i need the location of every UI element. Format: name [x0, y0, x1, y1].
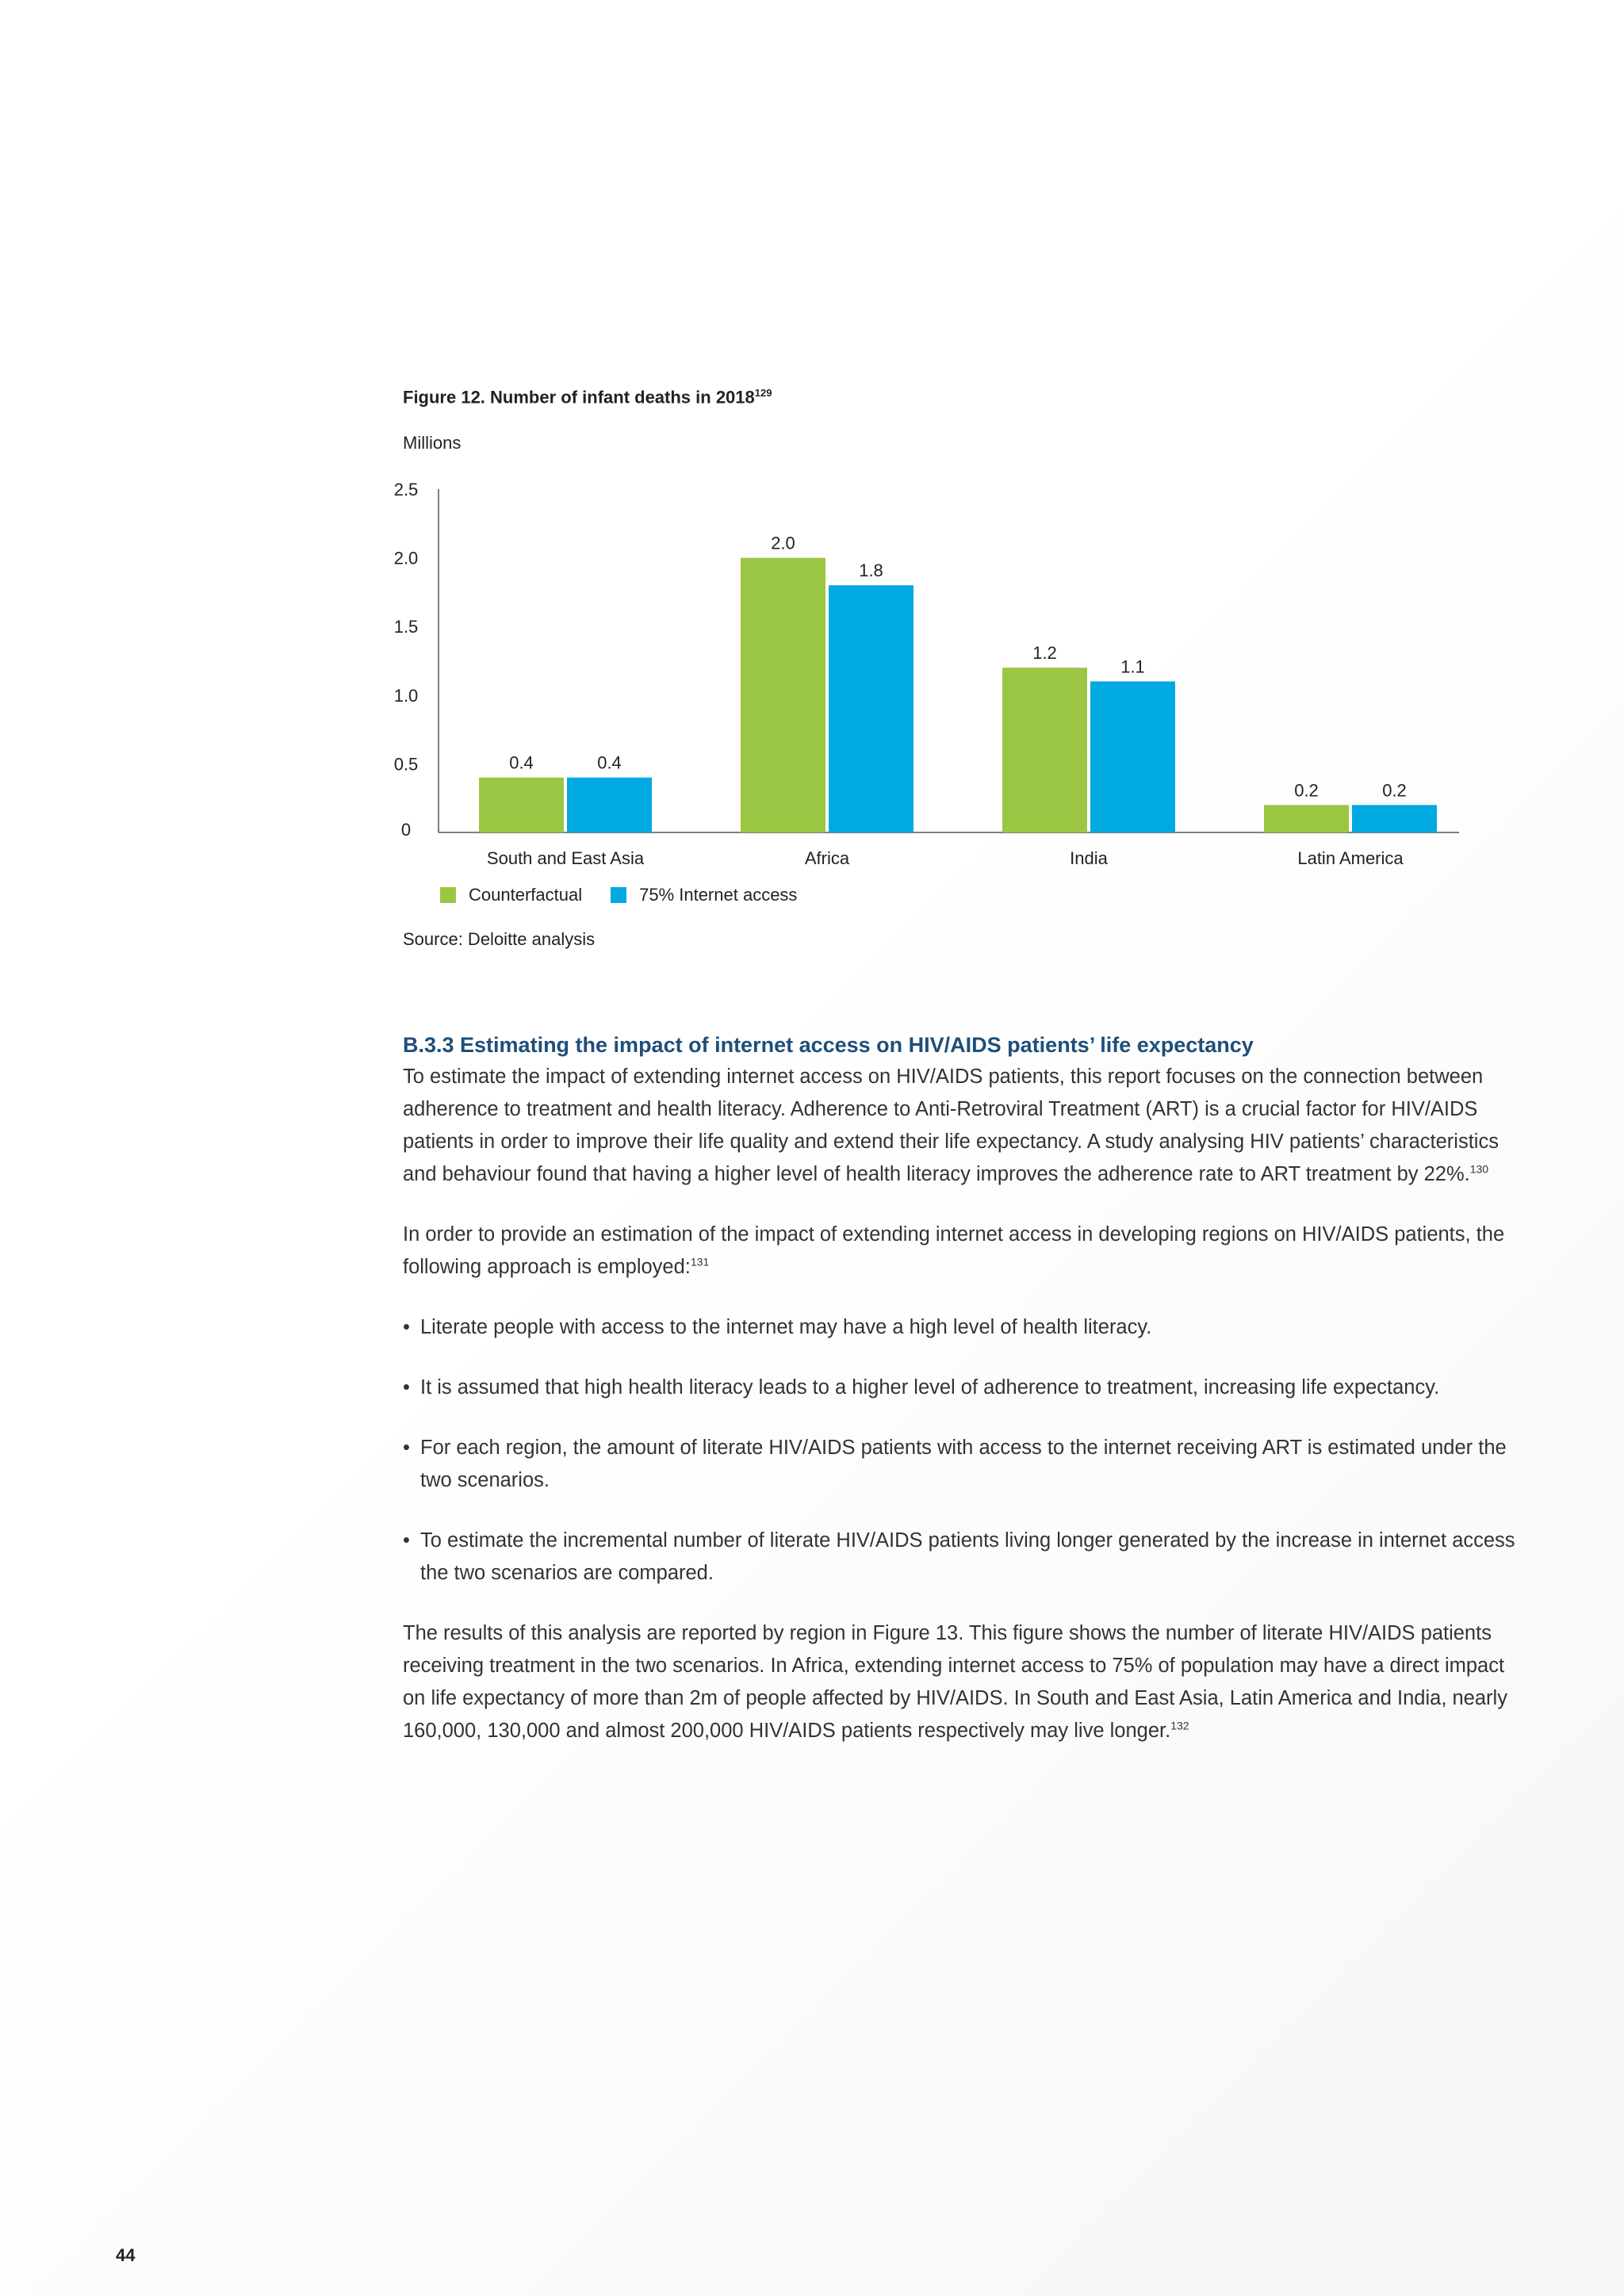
x-category-label: Africa	[804, 848, 850, 868]
list-item: • Literate people with access to the internet may have a high level of health literacy.	[403, 1311, 1516, 1344]
y-tick-label: 0.5	[393, 754, 419, 775]
bar-internet-access	[567, 778, 652, 832]
bar-internet-access	[1352, 805, 1437, 832]
footnote-ref-131: 131	[690, 1255, 710, 1269]
bullet-glyph: •	[403, 1316, 410, 1338]
bar-data-label: 0.2	[1382, 780, 1407, 801]
approach-list	[403, 1311, 1516, 1590]
bar-internet-access	[1090, 681, 1175, 832]
chart-legend	[440, 885, 825, 905]
section-heading: B.3.3 Estimating the impact of internet access on HIV/AIDS patients’ life expectancy	[403, 1033, 1254, 1057]
bullet-glyph: •	[403, 1529, 410, 1552]
bar-data-label: 1.8	[859, 561, 883, 581]
y-tick-label: 2.0	[393, 548, 419, 568]
list-item: • To estimate the incremental number of literate HIV/AIDS patients living longer generated by the increase in internet access the two scenarios are compared.	[403, 1525, 1516, 1590]
bar-counterfactual	[1002, 668, 1087, 832]
legend-item-counterfactual	[440, 885, 582, 905]
bar-internet-access	[829, 585, 914, 832]
x-category-label: India	[1070, 848, 1108, 868]
bullet-glyph: •	[403, 1376, 410, 1399]
y-tick-label: 1.5	[393, 617, 419, 637]
y-tick-label: 1.0	[393, 685, 419, 706]
bar-counterfactual	[741, 558, 825, 832]
y-tick-label: 0	[400, 820, 412, 840]
bar-counterfactual	[1264, 805, 1349, 832]
x-category-label: Latin America	[1297, 848, 1404, 868]
paragraph-1: To estimate the impact of extending internet access on HIV/AIDS patients, this report focuses on the connection between adherence to treatment and health literacy. Adherence to Anti-Retroviral Treatment (ART) is a crucial factor for HIV/AIDS patients in order to improve their life quality and extend their life expectancy. A study analysing HIV patients’ characteristics and behaviour found that having a higher level of health literacy improves the adherence rate to ART treatment by 22%.$^{130}$	[403, 1066, 1499, 1185]
paragraph-3: The results of this analysis are reported by region in Figure 13. This figure shows the number of literate HIV/AIDS patients receiving treatment in the two scenarios. In Africa, extending internet access to 75% of population may have a direct impact on life expectancy of more than 2m of people affected by HIV/AIDS. In South and East Asia, Latin America and India, nearly 160,000, 130,000 and almost 200,000 HIV/AIDS patients respectively may live longer.$^{132}$	[403, 1622, 1507, 1742]
footnote-ref-132: 132	[1170, 1719, 1189, 1732]
paragraph-2: In order to provide an estimation of the impact of extending internet access in developing regions on HIV/AIDS patients, the following approach is employed:$^{131}$	[403, 1223, 1505, 1278]
legend-label-internet-access: 75% Internet access	[639, 885, 798, 905]
bar-chart	[389, 468, 1483, 872]
bar-data-label: 1.2	[1032, 643, 1057, 664]
legend-swatch-internet-access	[611, 887, 626, 903]
x-category-label: South and East Asia	[486, 848, 645, 868]
figure-source: Source: Deloitte analysis	[403, 929, 596, 949]
bar-data-label: 0.4	[509, 752, 534, 773]
bar-data-label: 0.2	[1294, 780, 1319, 801]
bar-data-label: 2.0	[771, 533, 795, 553]
page-number: 44	[116, 2245, 136, 2265]
list-item: • It is assumed that high health literacy leads to a higher level of adherence to treatment, increasing life expectancy.	[403, 1372, 1516, 1404]
chart-units-label: Millions	[403, 433, 462, 453]
bar-data-label: 1.1	[1120, 656, 1145, 677]
figure-title: Figure 12. Number of infant deaths in 2018$^{129}$	[403, 387, 772, 408]
bullet-glyph: •	[403, 1437, 410, 1459]
section-b-3-3	[403, 1029, 1516, 1775]
y-tick-label: 2.5	[393, 480, 419, 499]
footnote-ref-130: 130	[1469, 1162, 1489, 1176]
legend-label-counterfactual: Counterfactual	[469, 885, 583, 905]
figure-title-footnote-ref: 129	[754, 387, 772, 399]
legend-item-internet-access	[611, 885, 797, 905]
legend-swatch-counterfactual	[440, 887, 456, 903]
list-item: • For each region, the amount of literate HIV/AIDS patients with access to the internet receiving ART is estimated under the two scenarios.	[403, 1432, 1516, 1497]
bar-counterfactual	[479, 778, 564, 832]
bar-data-label: 0.4	[597, 752, 622, 773]
